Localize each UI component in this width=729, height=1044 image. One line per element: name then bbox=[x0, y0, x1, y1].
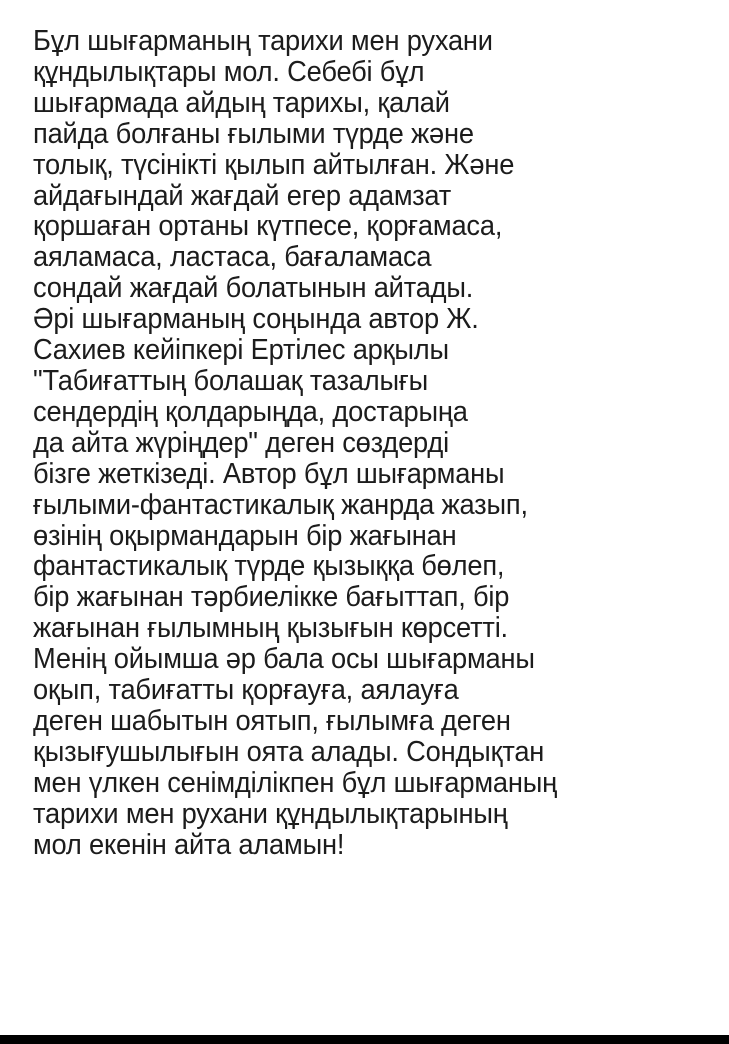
bottom-bar bbox=[0, 1035, 729, 1044]
text-line: мен үлкен сенімділікпен бұл шығарманың bbox=[33, 766, 558, 799]
text-line: Сахиев кейіпкері Ертілес арқылы bbox=[33, 334, 449, 367]
text-line: мол екенін айта аламын! bbox=[33, 828, 345, 861]
text-line: Менің ойымша әр бала осы шығарманы bbox=[33, 643, 535, 676]
text-line: аяламаса, ластаса, бағаламаса bbox=[33, 241, 432, 274]
text-line: тарихи мен рухани құндылықтарының bbox=[33, 797, 508, 830]
text-line: өзінің оқырмандарын бір жағынан bbox=[33, 519, 457, 552]
text-line: жағынан ғылымның қызығын көрсетті. bbox=[33, 612, 508, 645]
text-line: пайда болғаны ғылыми түрде және bbox=[33, 117, 474, 150]
text-line: сендердің қолдарыңда, достарыңа bbox=[33, 395, 468, 428]
text-line: айдағындай жағдай егер адамзат bbox=[33, 179, 452, 212]
text-line: да айта жүріңдер" деген сөздерді bbox=[33, 426, 450, 459]
text-line: Бұл шығарманың тарихи мен рухани bbox=[33, 25, 493, 57]
text-line: ғылыми-фантастикалық жанрда жазып, bbox=[33, 488, 528, 521]
text-line: толық, түсінікті қылып айтылған. Және bbox=[33, 148, 515, 181]
text-line: бір жағынан тәрбиелікке бағыттап, бір bbox=[33, 581, 510, 614]
text-line: шығармада айдың тарихы, қалай bbox=[33, 86, 450, 119]
text-line: оқып, табиғатты қорғауға, аялауға bbox=[33, 674, 459, 707]
text-line: Әрі шығарманың соңында автор Ж. bbox=[33, 303, 479, 336]
document-text bbox=[33, 26, 723, 860]
text-line: бізге жеткізеді. Автор бұл шығарманы bbox=[33, 457, 505, 490]
text-line: "Табиғаттың болашақ тазалығы bbox=[33, 364, 429, 397]
text-line: құндылықтары мол. Себебі бұл bbox=[33, 55, 425, 88]
text-line: қоршаған ортаны күтпесе, қорғамаса, bbox=[33, 210, 503, 243]
text-line: сондай жағдай болатынын айтады. bbox=[33, 272, 474, 305]
text-line: деген шабытын оятып, ғылымға деген bbox=[33, 704, 511, 737]
text-line: қызығушылығын оята алады. Сондықтан bbox=[33, 735, 545, 768]
text-line: фантастикалық түрде қызыққа бөлеп, bbox=[33, 550, 505, 583]
